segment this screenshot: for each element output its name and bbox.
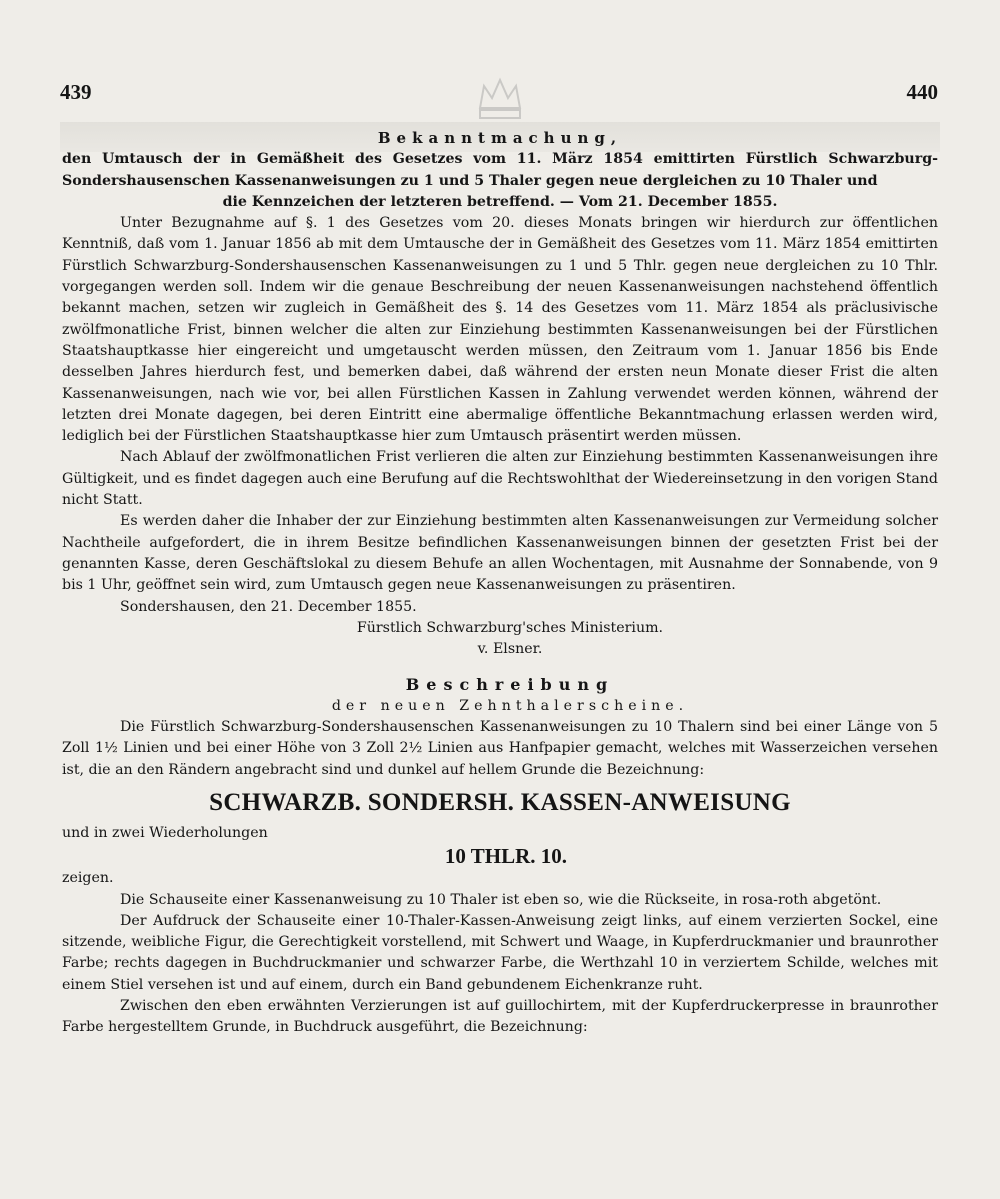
description-paragraph: Die Schauseite einer Kassenanweisung zu 10 Thaler ist eben so, wie die Rückseite, in rosa-roth abgetönt. xyxy=(120,891,882,908)
description-subheading: der neuen Zehnthalerscheine. xyxy=(331,697,689,714)
notice-title-line: den Umtausch der in Gemäßheit des Gesetzes vom 11. März 1854 emittirten Fürstlich Schwarzburg-Sondershausenschen Kassenanweisungen zu 1 und 5 Thaler gegen neue dergleichen zu 10 Thaler und xyxy=(62,151,938,189)
signature-ministry: Fürstlich Schwarzburg'sches Ministerium. xyxy=(356,619,664,636)
description-heading: Beschreibung xyxy=(405,675,615,695)
notice-title-line: die Kennzeichen der letzteren betreffend. — Vom 21. December 1855. xyxy=(222,193,778,210)
description-paragraph: Der Aufdruck der Schauseite einer 10-Thaler-Kassen-Anweisung zeigt links, auf einem verzierten Sockel, eine sitzende, weibliche Figur, die Gerechtigkeit vorstellend, mit Schwert und Waage, in Kupferdruckmanier und braunrother Farbe; rechts dagegen in Buchdruckmanier und schwarzer Farbe, die Werthzahl 10 in verziertem Schilde, welches mit einem Stiel versehen ist und auf einem, durch ein Band gebundenem Eichenkranze ruht. xyxy=(62,912,938,993)
value-inscription: 10 THLR. 10. xyxy=(444,844,568,869)
crown-watermark-icon xyxy=(470,68,530,128)
body-paragraph: Unter Bezugnahme auf §. 1 des Gesetzes vom 20. dieses Monats bringen wir hierdurch zur öffentlichen Kenntniß, daß vom 1. Januar 1856 ab mit dem Umtausche der in Gemäßheit des Gesetzes vom 11. März 1854 emittirten Fürstlich Schwarzburg-Sondershausenschen Kassenanweisungen zu 1 und 5 Thlr. gegen neue dergleichen zu 10 Thlr. vorgegangen werden soll. Indem wir die genaue Beschreibung der neuen Kassenanweisungen nachstehend öffentlich bekannt machen, setzen wir zugleich in Gemäßheit des §. 14 des Gesetzes vom 11. März 1854 als präclusivische zwölfmonatliche Frist, binnen welcher die alten zur Einziehung bestimmten Kassenanweisungen bei der Fürstlichen Staatshauptkasse hier eingereicht und umgetauscht werden müssen, den Zeitraum vom 1. Januar 1856 bis Ende desselben Jahres hierdurch fest, und bemerken dabei, daß während der ersten neun Monate dieser Frist die alten Kassenanweisungen, nach wie vor, bei allen Fürstlichen Kassen in Zahlung verwendet werden können, während der letzten drei Monate dagegen, bei deren Eintritt eine abermalige öffentliche Bekanntmachung erlassen werden wird, lediglich bei der Fürstlichen Staatshauptkasse hier zum Umtausch präsentirt werden müssen. xyxy=(62,215,938,445)
body-paragraph: Es werden daher die Inhaber der zur Einziehung bestimmten alten Kassenanweisungen zur Vermeidung solcher Nachtheile aufgefordert, die in ihrem Besitze befindlichen Kassenanweisungen binnen der gesetzten Frist bei der genannten Kasse, deren Geschäftslokal zu diesem Behufe an allen Wochentagen, mit Ausnahme der Sonnabende, von 9 bis 1 Uhr, geöffnet sein wird, zum Umtausch gegen neue Kassenanweisungen zu präsentiren. xyxy=(62,513,938,594)
zeigen-line: zeigen. xyxy=(62,870,114,887)
repeat-line: und in zwei Wiederholungen xyxy=(62,824,268,841)
notice-title xyxy=(62,149,938,213)
notice-heading: Bekanntmachung, xyxy=(377,129,623,147)
body-paragraph: Nach Ablauf der zwölfmonatlichen Frist verlieren die alten zur Einziehung bestimmten Kassenanweisungen ihre Gültigkeit, und es findet dagegen auch eine Berufung auf die Rechtswohlthat der Wiedereinsetzung in den vorigen Stand nicht Statt. xyxy=(62,449,938,509)
document-body xyxy=(62,128,938,1039)
page-number-right: 440 xyxy=(906,80,938,104)
page-number-left: 439 xyxy=(60,80,92,104)
description-paragraph: Zwischen den eben erwähnten Verzierungen ist auf guillochirtem, mit der Kupferdruckerpresse in braunrother Farbe hergestelltem Grunde, in Buchdruck ausgeführt, die Bezeichnung: xyxy=(62,997,938,1036)
watermark-inscription: SCHWARZB. SONDERSH. KASSEN-ANWEISUNG xyxy=(209,788,791,816)
signature-name: v. Elsner. xyxy=(477,641,543,658)
description-paragraph: Die Fürstlich Schwarzburg-Sondershausenschen Kassenanweisungen zu 10 Thalern sind bei einer Länge von 5 Zoll 1½ Linien und bei einer Höhe von 3 Zoll 2½ Linien aus Hanfpapier gemacht, welches mit Wasserzeichen versehen ist, die an den Rändern angebracht sind und dunkel auf hellem Grunde die Bezeichnung: xyxy=(62,719,938,778)
place-date: Sondershausen, den 21. December 1855. xyxy=(120,598,417,615)
